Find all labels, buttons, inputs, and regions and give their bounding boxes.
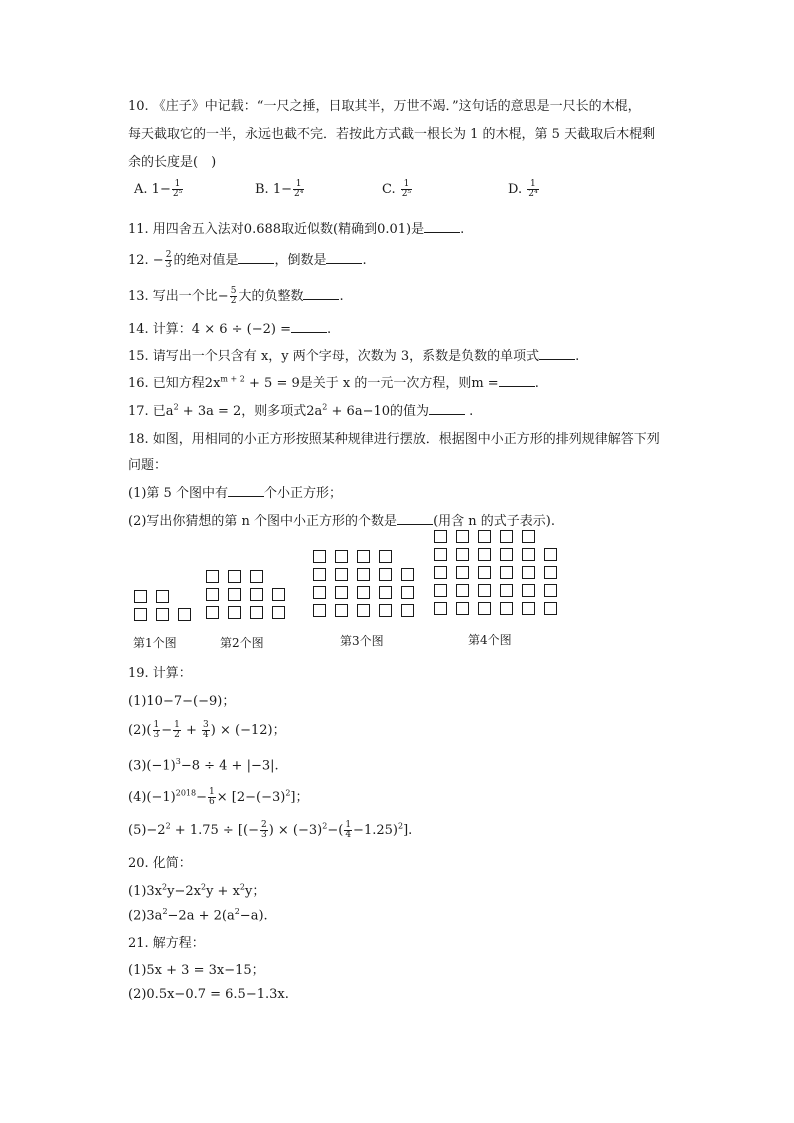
small-square [313,586,326,599]
small-square [250,606,263,619]
small-square [379,604,392,617]
q18-part2: (2)写出你猜想的第 n 个图中小正方形的个数是 (用含 n 的式子表示). [128,514,555,529]
answer-blank[interactable] [397,512,433,525]
small-square [478,530,491,543]
small-square [313,604,326,617]
q20-part2: $(2)3a^2-2a + 2(a^2-a)$. [128,907,268,924]
small-square [456,584,469,597]
small-square [335,604,348,617]
q13: 13. 写出一个比− $\frac{5}{2}$ 大的负整数 . [128,286,344,306]
small-square [228,588,241,601]
q10-option-b[interactable]: B. 1− $\frac{1}{\text{2⁴}}$ [255,179,304,199]
q19-part4: $(4)(-1)^{2018}-$ $\frac{1}{6}$ × $[2-(-3)^2]$； [128,787,309,807]
small-square [522,548,535,561]
small-square [478,566,491,579]
small-square [379,568,392,581]
answer-blank[interactable] [499,374,535,387]
small-square [434,602,447,615]
small-square [272,606,285,619]
q10-line3: 余的长度是( ) [128,155,217,170]
q11: 11. 用四舍五入法对0.688取近似数(精确到0.01)是 . [128,222,465,237]
small-square [178,608,191,621]
small-square [500,566,513,579]
q21-title: 21. 解方程： [128,936,205,951]
small-square [522,530,535,543]
q21-part1: (1)5x + 3 = 3x−15； [128,963,265,978]
q19-title: 19. 计算： [128,666,192,681]
figure-caption-3: 第3个图 [340,634,384,648]
q10-option-d[interactable]: D. $\frac{1}{\text{2⁴}}$ [508,179,538,199]
q18-line1: 18. 如图，用相同的小正方形按照某种规律进行摆放．根据图中小正方形的排列规律解答下列 [128,432,660,447]
q14: 14. 计算：4 × 6 ÷ (−2) = . [128,322,332,337]
q19-part2: (2)( $\frac{1}{3}$ − $\frac{1}{2}$ + $\frac{3}{4}$ ) × (−12)； [128,720,286,740]
q10-option-a[interactable]: A. 1− $\frac{1}{\text{2⁵}}$ [134,179,183,199]
small-square [357,604,370,617]
q17: 17. 已$a^2 + 3a = 2$，则多项式$2a^2 + 6a-10$的值为 . [128,402,474,419]
small-square [522,584,535,597]
small-square [522,566,535,579]
small-square [500,530,513,543]
small-square [357,586,370,599]
small-square [250,570,263,583]
small-square [134,608,147,621]
small-square [250,588,263,601]
small-square [456,602,469,615]
small-square [401,604,414,617]
figure-caption-2: 第2个图 [220,636,264,650]
small-square [401,568,414,581]
q16: 16. 已知方程$2x^{m + 2} + 5 = 9$是关于 x 的一元一次方程，则m = . [128,374,539,391]
small-square [478,584,491,597]
q19-part3: $(3)(-1)^3-8 \div 4 + |-3|$. [128,757,279,774]
small-square [228,606,241,619]
small-square [313,568,326,581]
small-square [456,530,469,543]
small-square [272,588,285,601]
small-square [156,608,169,621]
small-square [544,584,557,597]
figure-caption-1: 第1个图 [133,636,177,650]
small-square [335,586,348,599]
small-square [500,548,513,561]
small-square [206,570,219,583]
q20-part1: $(1)3x^2y-2x^2y + x^2y$； [128,882,266,899]
answer-blank[interactable] [429,402,465,415]
q18-part1: (1)第 5 个图中有 个小正方形； [128,486,342,501]
small-square [313,550,326,563]
answer-blank[interactable] [228,484,264,497]
small-square [206,588,219,601]
small-square [357,550,370,563]
small-square [522,602,535,615]
small-square [206,606,219,619]
small-square [544,566,557,579]
q15: 15. 请写出一个只含有 x，y 两个字母，次数为 3，系数是负数的单项式 . [128,349,580,364]
q19-part1: (1)10−7−(−9)； [128,694,236,709]
small-square [401,586,414,599]
figure-caption-4: 第4个图 [468,633,512,647]
small-square [456,548,469,561]
small-square [434,584,447,597]
small-square [456,566,469,579]
answer-blank[interactable] [303,287,339,300]
small-square [544,548,557,561]
small-square [335,550,348,563]
q10-line2: 每天截取它的一半，永远也截不完．若按此方式截一根长为 1 的木棍，第 5 天截取后木棍剩 [128,127,656,142]
small-square [134,590,147,603]
q18-line2: 问题： [128,458,168,473]
small-square [434,548,447,561]
small-square [335,568,348,581]
small-square [379,550,392,563]
small-square [434,566,447,579]
answer-blank[interactable] [291,320,327,333]
q19-part5: $(5)-2^2 + 1.75$ ÷ [(− $\frac{2}{3}$ ) × $(-3)^2-$( $\frac{1}{4}$ −1.25)$^2$]. [128,820,413,840]
answer-blank[interactable] [424,220,460,233]
small-square [478,548,491,561]
q10-option-c[interactable]: C. $\frac{1}{\text{2⁵}}$ [382,179,412,199]
small-square [357,568,370,581]
answer-blank[interactable] [238,251,274,264]
q12: 12. − $\frac{2}{3}$ 的绝对值是 ，倒数是 . [128,250,367,270]
small-square [379,586,392,599]
answer-blank[interactable] [326,251,362,264]
q20-title: 20. 化简： [128,856,192,871]
small-square [500,584,513,597]
small-square [544,602,557,615]
small-square [478,602,491,615]
q10-line1: 10. 《庄子》中记载：“一尺之捶，日取其半，万世不竭．”这句话的意思是一尺长的木棍， [128,99,641,114]
small-square [500,602,513,615]
answer-blank[interactable] [539,347,575,360]
q21-part2: (2)0.5x−0.7 = 6.5−1.3x. [128,987,289,1002]
small-square [228,570,241,583]
small-square [434,530,447,543]
small-square [156,590,169,603]
